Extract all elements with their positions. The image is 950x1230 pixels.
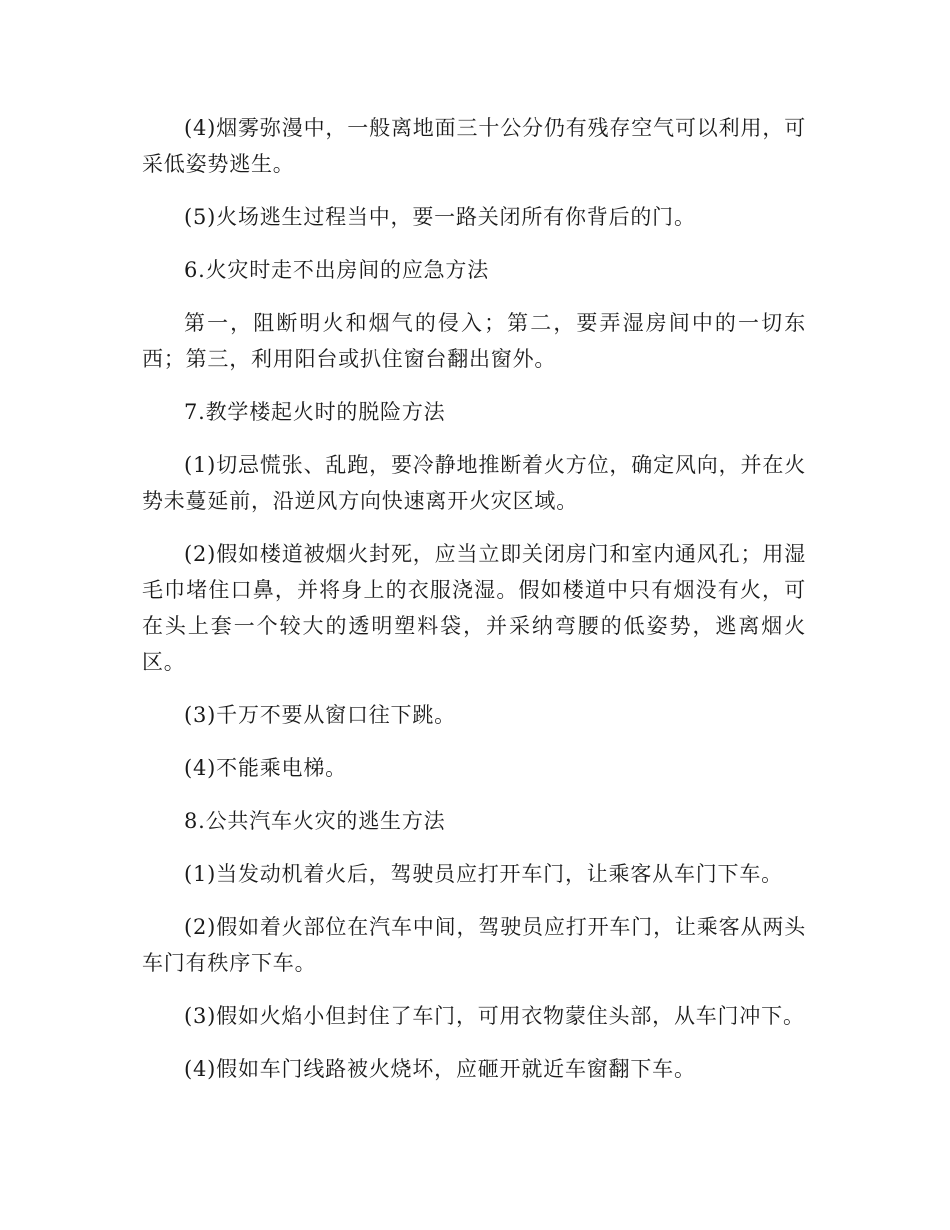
- section-heading: 8.公共汽车火灾的逃生方法: [184, 809, 446, 833]
- paragraph: 第一，阻断明火和烟气的侵入；第二，要弄湿房间中的一切东西；第三，利用阳台或扒住窗台翻出窗外。: [142, 311, 806, 371]
- section-heading: 7.教学楼起火时的脱险方法: [184, 400, 446, 424]
- paragraph: (4)不能乘电梯。: [184, 756, 347, 780]
- paragraph: (1)当发动机着火后，驾驶员应打开车门，让乘客从车门下车。: [184, 862, 783, 886]
- paragraph: (5)火场逃生过程当中，要一路关闭所有你背后的门。: [184, 205, 696, 229]
- document-page: [142, 110, 806, 1087]
- paragraph: (3)假如火焰小但封住了车门，可用衣物蒙住头部，从车门冲下。: [184, 1004, 805, 1028]
- paragraph: (1)切忌慌张、乱跑，要冷静地推断着火方位，确定风向，并在火势未蔓延前，沿逆风方向快速离开火灾区域。: [142, 453, 806, 513]
- paragraph: (4)假如车门线路被火烧坏，应砸开就近车窗翻下车。: [184, 1057, 696, 1081]
- paragraph: (4)烟雾弥漫中，一般离地面三十公分仍有残存空气可以利用，可采低姿势逃生。: [142, 116, 806, 176]
- section-heading: 6.火灾时走不出房间的应急方法: [184, 258, 490, 282]
- paragraph: (2)假如着火部位在汽车中间，驾驶员应打开车门，让乘客从两头车门有秩序下车。: [142, 915, 806, 975]
- paragraph: (2)假如楼道被烟火封死，应当立即关闭房门和室内通风孔；用湿毛巾堵住口鼻，并将身上的衣服浇湿。假如楼道中只有烟没有火，可在头上套一个较大的透明塑料袋，并采纳弯腰的低姿势，逃离烟火区。: [142, 542, 806, 674]
- paragraph: (3)千万不要从窗口往下跳。: [184, 703, 456, 727]
